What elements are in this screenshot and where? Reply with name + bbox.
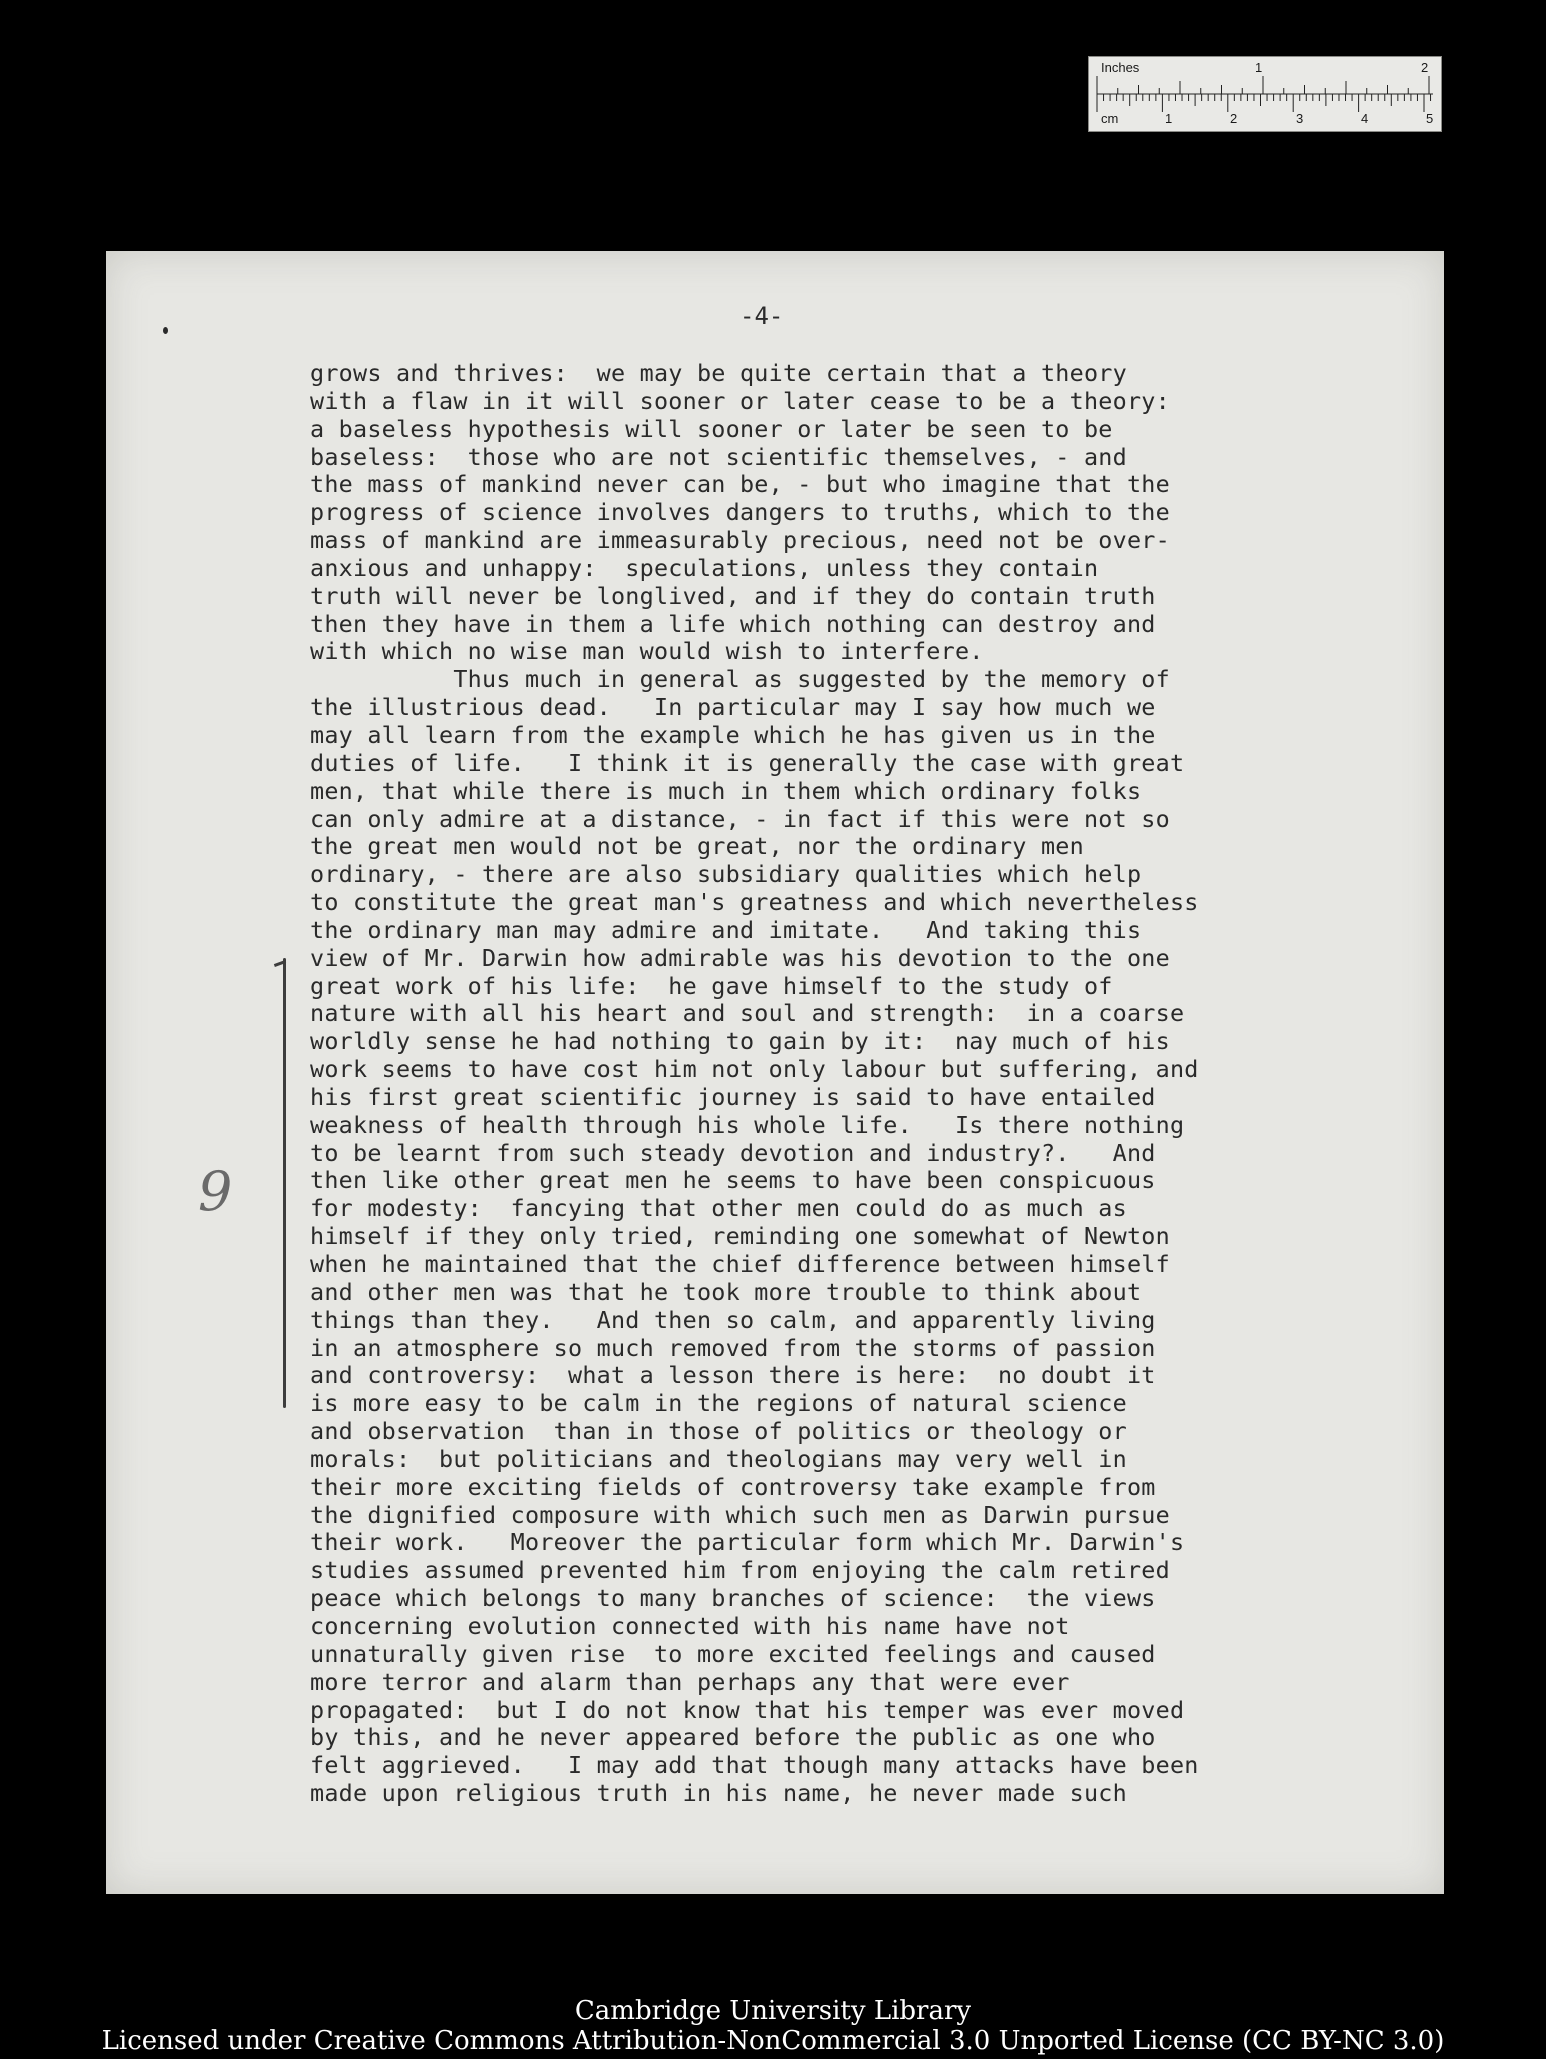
footer-institution: Cambridge University Library	[574, 1996, 972, 2026]
typescript-line: their work. Moreover the particular form which Mr. Darwin's	[310, 1528, 1185, 1557]
typescript-body	[310, 360, 1199, 1808]
typescript-line: mass of mankind are immeasurably precious, need not be over-	[310, 526, 1170, 555]
typescript-line: to be learnt from such steady devotion and industry?. And	[310, 1138, 1156, 1167]
typescript-line: when he maintained that the chief difference between himself	[310, 1250, 1170, 1278]
typescript-line: to constitute the great man's greatness and which nevertheless	[310, 888, 1199, 917]
typescript-line: with which no wise man would wish to interfere.	[310, 637, 984, 666]
ruler-cm-label: cm	[1101, 111, 1119, 126]
typescript-line: propagated: but I do not know that his temper was ever moved	[310, 1695, 1185, 1724]
typescript-line: studies assumed prevented him from enjoying the calm retired	[310, 1556, 1170, 1585]
ruler-cm-5: 5	[1426, 111, 1434, 126]
typescript-line: for modesty: fancying that other men could do as much as	[310, 1194, 1127, 1223]
typescript-line: view of Mr. Darwin how admirable was his devotion to the one	[310, 943, 1170, 972]
typescript-line: ordinary, - there are also subsidiary qualities which help	[310, 860, 1142, 889]
typescript-line: concerning evolution connected with his name have not	[310, 1611, 1070, 1640]
typescript-line: anxious and unhappy: speculations, unless they contain	[310, 553, 1099, 582]
typescript-line: his first great scientific journey is said to have entailed	[310, 1082, 1156, 1111]
ruler-inch-2: 2	[1421, 60, 1429, 75]
typescript-line: and observation than in those of politics or theology or	[310, 1417, 1127, 1446]
typescript-line: felt aggrieved. I may add that though many attacks have been	[310, 1751, 1199, 1780]
typescript-line: is more easy to be calm in the regions of natural science	[310, 1389, 1127, 1418]
typescript-line: can only admire at a distance, - in fact if this were not so	[310, 804, 1170, 833]
typescript-line: work seems to have cost him not only labour but suffering, and	[310, 1055, 1199, 1084]
typescript-line: then like other great men he seems to have been conspicuous	[310, 1166, 1156, 1195]
typescript-line: grows and thrives: we may be quite certain that a theory	[310, 359, 1127, 387]
typescript-line: duties of life. I think it is generally the case with great	[310, 748, 1185, 777]
typescript-line: unnaturally given rise to more excited feelings and caused	[310, 1639, 1156, 1668]
footer-license: Licensed under Creative Commons Attribution-NonCommercial 3.0 Unported License (CC BY-NC 3.0)	[101, 2026, 1445, 2056]
typescript-line: himself if they only tried, reminding one somewhat of Newton	[310, 1222, 1170, 1251]
typescript-line: the mass of mankind never can be, - but who imagine that the	[310, 470, 1170, 499]
page-number: -4-	[740, 302, 784, 330]
typescript-line: nature with all his heart and soul and strength: in a coarse	[310, 999, 1185, 1028]
typescript-line: the ordinary man may admire and imitate. And taking this	[310, 915, 1142, 944]
typescript-line: Thus much in general as suggested by the memory of	[310, 665, 1170, 694]
typescript-line: truth will never be longlived, and if they do contain truth	[310, 581, 1156, 610]
typescript-line: in an atmosphere so much removed from the storms of passion	[310, 1333, 1156, 1362]
typescript-line: the illustrious dead. In particular may I say how much we	[310, 693, 1156, 722]
typescript-line: things than they. And then so calm, and apparently living	[310, 1305, 1156, 1334]
typescript-line: more terror and alarm than perhaps any that were ever	[310, 1667, 1070, 1696]
ruler-inch-1: 1	[1255, 60, 1263, 75]
typescript-line: then they have in them a life which nothing can destroy and	[310, 609, 1156, 638]
typescript-line: progress of science involves dangers to truths, which to the	[310, 498, 1170, 527]
typescript-line: the dignified composure with which such men as Darwin pursue	[310, 1500, 1170, 1529]
ruler-cm-2: 2	[1230, 111, 1238, 126]
ruler-inches-label: Inches	[1101, 60, 1140, 75]
ruler-cm-1: 1	[1165, 111, 1173, 126]
typescript-line: weakness of health through his whole life. Is there nothing	[310, 1110, 1185, 1139]
typescript-line: with a flaw in it will sooner or later cease to be a theory:	[310, 386, 1170, 415]
margin-bracket-line	[283, 958, 286, 1408]
ink-speck	[163, 327, 168, 334]
typescript-line: the great men would not be great, nor the ordinary men	[310, 832, 1084, 861]
typescript-line: may all learn from the example which he has given us in the	[310, 720, 1156, 749]
typescript-line: men, that while there is much in them which ordinary folks	[310, 776, 1142, 805]
typescript-line: and other men was that he took more trouble to think about	[310, 1277, 1142, 1306]
typescript-line: made upon religious truth in his name, he never made such	[310, 1779, 1127, 1808]
typescript-line: peace which belongs to many branches of science: the views	[310, 1584, 1156, 1613]
typescript-line: their more exciting fields of controversy take example from	[310, 1472, 1156, 1501]
ruler-cm-4: 4	[1361, 111, 1369, 126]
typescript-line: worldly sense he had nothing to gain by it: nay much of his	[310, 1027, 1170, 1056]
ruler-cm-3: 3	[1296, 111, 1304, 126]
ruler-ticks	[1089, 57, 1441, 131]
typescript-line: a baseless hypothesis will sooner or later be seen to be	[310, 414, 1113, 443]
typescript-line: baseless: those who are not scientific themselves, - and	[310, 442, 1127, 471]
typescript-line: by this, and he never appeared before the public as one who	[310, 1723, 1156, 1752]
typescript-line: morals: but politicians and theologians may very well in	[310, 1444, 1127, 1473]
scale-ruler	[1088, 56, 1442, 132]
pencil-annotation: 9	[198, 1160, 233, 1223]
typescript-line: great work of his life: he gave himself to the study of	[310, 971, 1113, 1000]
typescript-line: and controversy: what a lesson there is here: no doubt it	[310, 1361, 1156, 1390]
